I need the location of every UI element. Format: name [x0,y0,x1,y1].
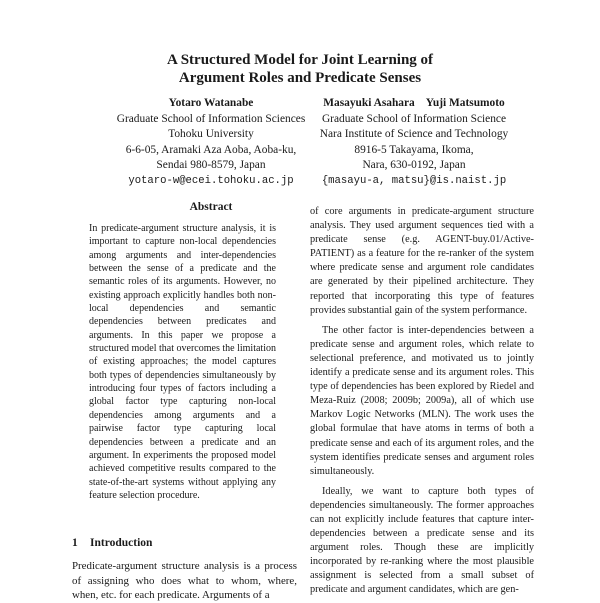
title-line-2: Argument Roles and Predicate Senses [178,70,422,86]
author-email: {masayu-a, matsu}@is.naist.jp [321,174,507,187]
abstract-text: In predicate-argument structure analysis, it is important to capture non-local dependencies among arguments and inter-dependencies between the sense of a predicate and the semantic roles of its arguments. However, no existing approach explicitly handles both non-local dependencies and semantic dependencies between predicates and arguments. In this paper we propose a structured model that overcomes the limitation of existing approaches; the model captures both types of dependencies simultaneously by introducing four types of factors including a global factor type capturing non-local dependencies among arguments and a pairwise factor type capturing local dependencies between a predicate and an argument. In experiments the proposed model achieved competitive results compared to the state-of-the-art systems without applying any feature selection procedure. [89,223,276,501]
author-address-line-1: 8916-5 Takayama, Ikoma, [354,143,474,156]
paragraph: The other factor is inter-dependencies between a predicate sense and argument roles, which relate to selectional preference, and motivated us to jointly identify a predicate sense and its argument roles. This type of dependencies has been explored by Riedel and Meza-Ruiz (2008; 2009b; 2009a), all of which use Markov Logic Networks (MLN). The work uses the global formulae that have atoms in terms of both a predicate sense and each of its argument roles, and the system identifies predicate senses and argument roles simultaneously. [310,324,534,477]
author-block-right [300,96,528,189]
author-address-line-1: 6-6-05, Aramaki Aza Aoba, Aoba-ku, [125,143,297,156]
author-institution: Nara Institute of Science and Technology [319,128,509,140]
introduction-text: Predicate-argument structure analysis is a process of assigning who does what to whom, where, when, etc. for each predicate. Arguments of a [72,560,297,602]
author-affiliation: Graduate School of Information Science [321,112,507,125]
author-address-line-2: Nara, 630-0192, Japan [362,159,466,171]
author-address-line-2: Sendai 980-8579, Japan [156,159,266,171]
right-column [310,205,534,598]
section-heading-introduction [72,537,152,549]
title-line-1: A Structured Model for Joint Learning of [166,52,434,68]
author-institution: Tohoku University [168,128,254,140]
section-number: 1 [72,537,78,549]
author-names: Masayuki Asahara Yuji Matsumoto [323,97,505,109]
section-title: Introduction [90,537,153,549]
paragraph: Ideally, we want to capture both types of dependencies simultaneously. The former approaches can not explicitly include features that capture inter-dependencies between a predicate sense and its argument roles. Though these are implicitly incorporated by re-ranking where the most plausible assignment is selected from a small subset of predicate and argument candidates, which are gen- [310,485,534,596]
abstract-heading: Abstract [189,201,233,213]
author-names: Yotaro Watanabe [168,97,254,109]
author-affiliation: Graduate School of Information Sciences [116,112,306,125]
paragraph: of core arguments in predicate-argument structure analysis. They used argument sequences tied with a predicate sense (e.g. AGENT-buy.01/Active-PATIENT) as a feature for the re-ranker of the system where predicate sense and argument role candidates are generated by their pipelined architecture. They reported that incorporating this type of features provides substantial gain of the system performance. [310,206,534,316]
author-email: yotaro-w@ecei.tohoku.ac.jp [128,174,294,187]
paper-title [0,51,600,87]
